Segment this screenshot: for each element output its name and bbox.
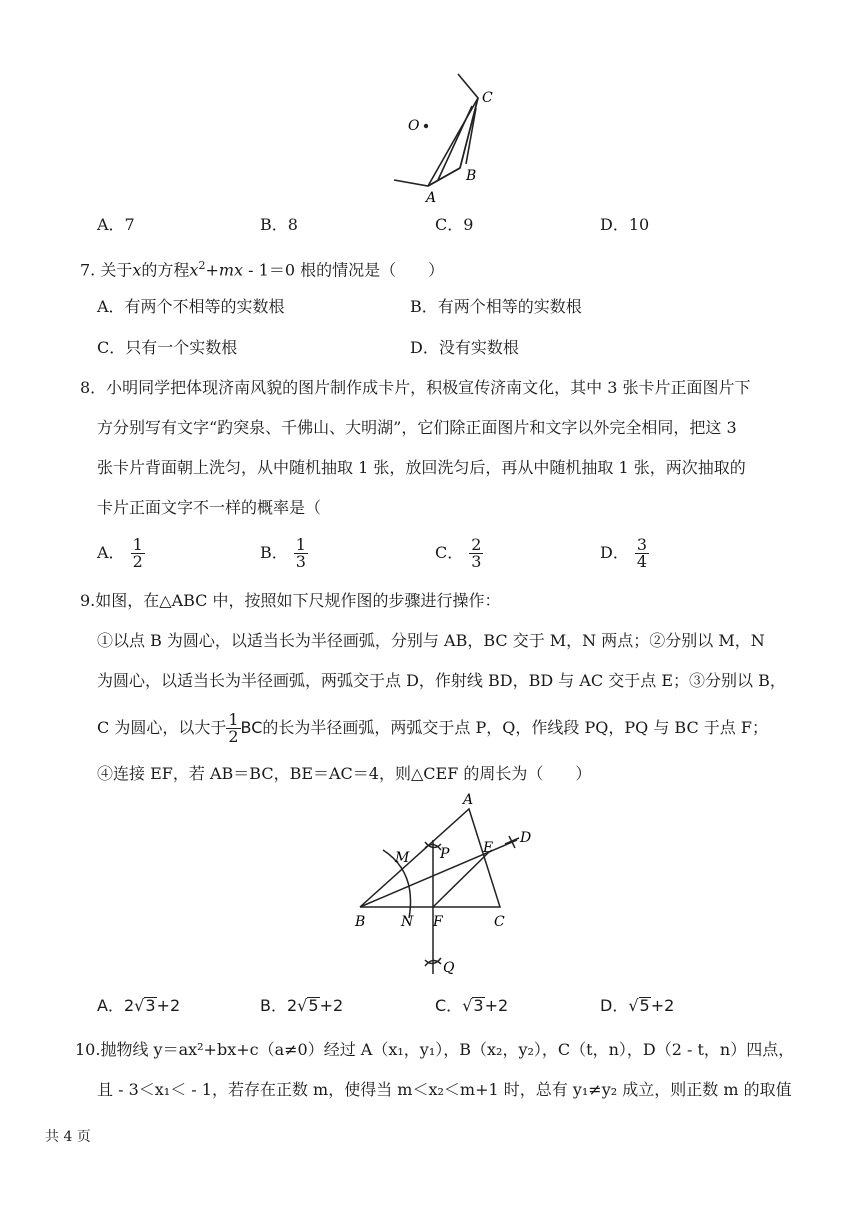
label-d: D bbox=[520, 830, 532, 846]
center-point bbox=[424, 124, 428, 128]
q6-figure bbox=[380, 68, 520, 208]
q8-option-d[interactable]: D． $\frac{3}{4}$ bbox=[600, 535, 648, 571]
q9-option-a[interactable]: A．2√3+2 bbox=[97, 996, 181, 1015]
label-c: C bbox=[482, 90, 493, 106]
label-e: E bbox=[483, 840, 494, 856]
label-m: M bbox=[395, 850, 410, 866]
q9-line-1: 9.如图，在△ABC 中，按照如下尺规作图的步骤进行操作： bbox=[80, 591, 501, 610]
q6-option-d[interactable]: D．10 bbox=[600, 215, 650, 234]
label-a: A bbox=[426, 190, 437, 206]
q8-option-a[interactable]: A． $\frac{1}{2}$ bbox=[97, 535, 143, 571]
q9-line-5: ④连接 EF，若 AB＝BC，BE＝AC＝4，则△CEF 的周长为（ ） bbox=[97, 764, 592, 783]
q8-line-4: 卡片正面文字不一样的概率是（ bbox=[97, 498, 322, 517]
q7-option-c[interactable]: C．只有一个实数根 bbox=[97, 338, 238, 357]
label-c: C bbox=[494, 914, 505, 930]
label-q: Q bbox=[443, 960, 455, 976]
q8-line-3: 张卡片背面朝上洗匀，从中随机抽取 1 张，放回洗匀后，再从中随机抽取 1 张，两次抽取的 bbox=[97, 458, 746, 477]
label-o: O bbox=[408, 118, 420, 134]
page-footer: 共 4 页 bbox=[45, 1129, 91, 1145]
q7-option-a[interactable]: A．有两个不相等的实数根 bbox=[97, 297, 285, 316]
q8-option-c[interactable]: C． $\frac{2}{3}$ bbox=[435, 535, 482, 571]
label-p: P bbox=[440, 846, 450, 862]
label-n: N bbox=[401, 914, 414, 930]
q9-line-4: C 为圆心，以大于 $\frac{1}{2}$ BC的长为半径画弧，两弧交于点 P，Q，作线段 PQ，PQ 与 BC 于点 F； bbox=[97, 710, 768, 746]
q7-option-d[interactable]: D．没有实数根 bbox=[410, 338, 519, 357]
q10-line-1: 10.抛物线 y＝ax²+bx+c（a≠0）经过 A（x₁，y₁），B（x₂，y₂），C（t，n），D（2 - t，n）四点， bbox=[75, 1040, 795, 1059]
q9-option-c[interactable]: C．√3+2 bbox=[435, 996, 509, 1015]
q10-line-2: 且 - 3＜x₁＜ - 1，若存在正数 m，使得当 m＜x₂＜m+1 时，总有 y₁≠y₂ 成立，则正数 m 的取值 bbox=[97, 1080, 792, 1099]
triangle-abc bbox=[360, 809, 500, 907]
q7-stem: 7. 关于x的方程$x^2+mx - 1=0$ 根的情况是（ ） bbox=[80, 259, 445, 280]
q6-option-c[interactable]: C．9 bbox=[435, 215, 474, 234]
q9-line-3: 为圆心，以适当长为半径画弧，两弧交于点 D，作射线 BD，BD 与 AC 交于点 E；③分别以 B， bbox=[97, 671, 786, 690]
q8-line-1: 8．小明同学把体现济南风貌的图片制作成卡片，积极宣传济南文化，其中 3 张卡片正面图片下 bbox=[80, 378, 751, 397]
q8-option-b[interactable]: B． $\frac{1}{3}$ bbox=[260, 535, 306, 571]
label-f: F bbox=[433, 914, 443, 930]
label-b: B bbox=[466, 168, 477, 184]
q6-option-a[interactable]: A．7 bbox=[97, 215, 135, 234]
label-a: A bbox=[463, 792, 474, 808]
label-b: B bbox=[355, 914, 366, 930]
q9-figure bbox=[345, 792, 545, 984]
q9-line-2: ①以点 B 为圆心，以适当长为半径画弧，分别与 AB，BC 交于 M，N 两点；②分别以 M，N bbox=[97, 631, 765, 650]
q9-option-d[interactable]: D．√5+2 bbox=[600, 996, 675, 1015]
q9-option-b[interactable]: B．2√5+2 bbox=[260, 996, 344, 1015]
q8-line-2: 方分别写有文字“趵突泉、千佛山、大明湖”，它们除正面图片和文字以外完全相同，把这 3 bbox=[97, 418, 737, 437]
q7-option-b[interactable]: B．有两个相等的实数根 bbox=[410, 297, 582, 316]
q6-option-b[interactable]: B．8 bbox=[260, 215, 298, 234]
